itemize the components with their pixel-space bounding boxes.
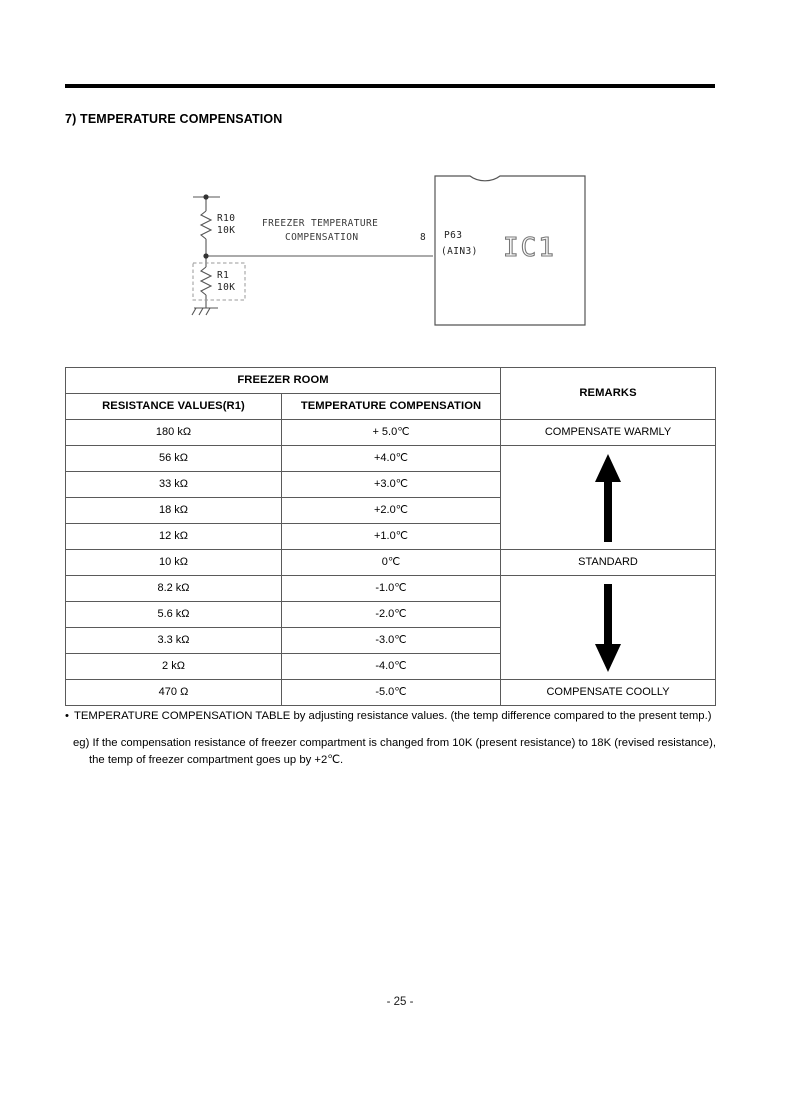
- table-row: [66, 420, 716, 446]
- ic1-label: IC1: [503, 233, 556, 263]
- column-header-temperature: TEMPERATURE COMPENSATION: [282, 394, 501, 420]
- cell-temperature: -4.0℃: [282, 654, 501, 680]
- cell-temperature: + 5.0℃: [282, 420, 501, 446]
- group-header-freezer-room: FREEZER ROOM: [66, 368, 501, 394]
- cell-temperature: +1.0℃: [282, 524, 501, 550]
- cell-temperature: -5.0℃: [282, 680, 501, 706]
- remark-compensate-warmly: COMPENSATE WARMLY: [501, 420, 716, 446]
- remark-compensate-coolly: COMPENSATE COOLLY: [501, 680, 716, 706]
- r1-value: 10K: [217, 282, 236, 293]
- junction-dot-mid: [203, 253, 208, 258]
- page-title: 7) TEMPERATURE COMPENSATION: [65, 112, 283, 126]
- pin-name: P63: [444, 230, 463, 241]
- bullet-icon: •: [65, 710, 69, 722]
- temperature-compensation-table: [65, 367, 716, 706]
- header-rule: [65, 84, 715, 88]
- cell-resistance: 470 Ω: [66, 680, 282, 706]
- cell-resistance: 18 kΩ: [66, 498, 282, 524]
- column-header-resistance: RESISTANCE VALUES(R1): [66, 394, 282, 420]
- table-row: [66, 576, 716, 602]
- cell-resistance: 5.6 kΩ: [66, 602, 282, 628]
- table-row: [66, 680, 716, 706]
- cell-resistance: 3.3 kΩ: [66, 628, 282, 654]
- remark-standard: STANDARD: [501, 550, 716, 576]
- column-header-remarks: REMARKS: [501, 368, 716, 420]
- junction-dot-top: [203, 194, 208, 199]
- cell-temperature: +3.0℃: [282, 472, 501, 498]
- table-row: [66, 550, 716, 576]
- cell-temperature: -2.0℃: [282, 602, 501, 628]
- page-number: - 25 -: [386, 996, 414, 1008]
- table-header-row-group: [66, 368, 716, 394]
- cell-temperature: 0℃: [282, 550, 501, 576]
- r10-designator: R10: [217, 213, 236, 224]
- cell-temperature: +4.0℃: [282, 446, 501, 472]
- pin-number: 8: [420, 232, 427, 243]
- down-arrow-cell: [501, 576, 716, 680]
- ground-symbol: [192, 308, 218, 315]
- footnotes: [65, 708, 720, 770]
- cell-resistance: 180 kΩ: [66, 420, 282, 446]
- up-arrow-icon: [501, 446, 715, 549]
- cell-temperature: -1.0℃: [282, 576, 501, 602]
- cell-temperature: +2.0℃: [282, 498, 501, 524]
- note-primary: [65, 708, 720, 726]
- circuit-diagram: [180, 168, 610, 333]
- cell-temperature: -3.0℃: [282, 628, 501, 654]
- note-primary-text: TEMPERATURE COMPENSATION TABLE by adjusting resistance values. (the temp difference compared to the present temp.): [74, 710, 712, 722]
- cell-resistance: 8.2 kΩ: [66, 576, 282, 602]
- cell-resistance: 56 kΩ: [66, 446, 282, 472]
- pin-function: (AIN3): [441, 246, 478, 257]
- signal-label-line1: FREEZER TEMPERATURE: [262, 218, 379, 229]
- signal-label-line2: COMPENSATION: [285, 232, 359, 243]
- cell-resistance: 33 kΩ: [66, 472, 282, 498]
- down-arrow-icon: [501, 576, 715, 679]
- cell-resistance: 12 kΩ: [66, 524, 282, 550]
- cell-resistance: 2 kΩ: [66, 654, 282, 680]
- cell-resistance: 10 kΩ: [66, 550, 282, 576]
- r10-value: 10K: [217, 225, 236, 236]
- r1-designator: R1: [217, 270, 230, 281]
- note-example: eg) If the compensation resistance of freezer compartment is changed from 10K (present resistance) to 18K (revised resistance), the temp of freezer compartment goes up by +2℃.: [73, 736, 716, 766]
- table-row: [66, 446, 716, 472]
- up-arrow-cell: [501, 446, 716, 550]
